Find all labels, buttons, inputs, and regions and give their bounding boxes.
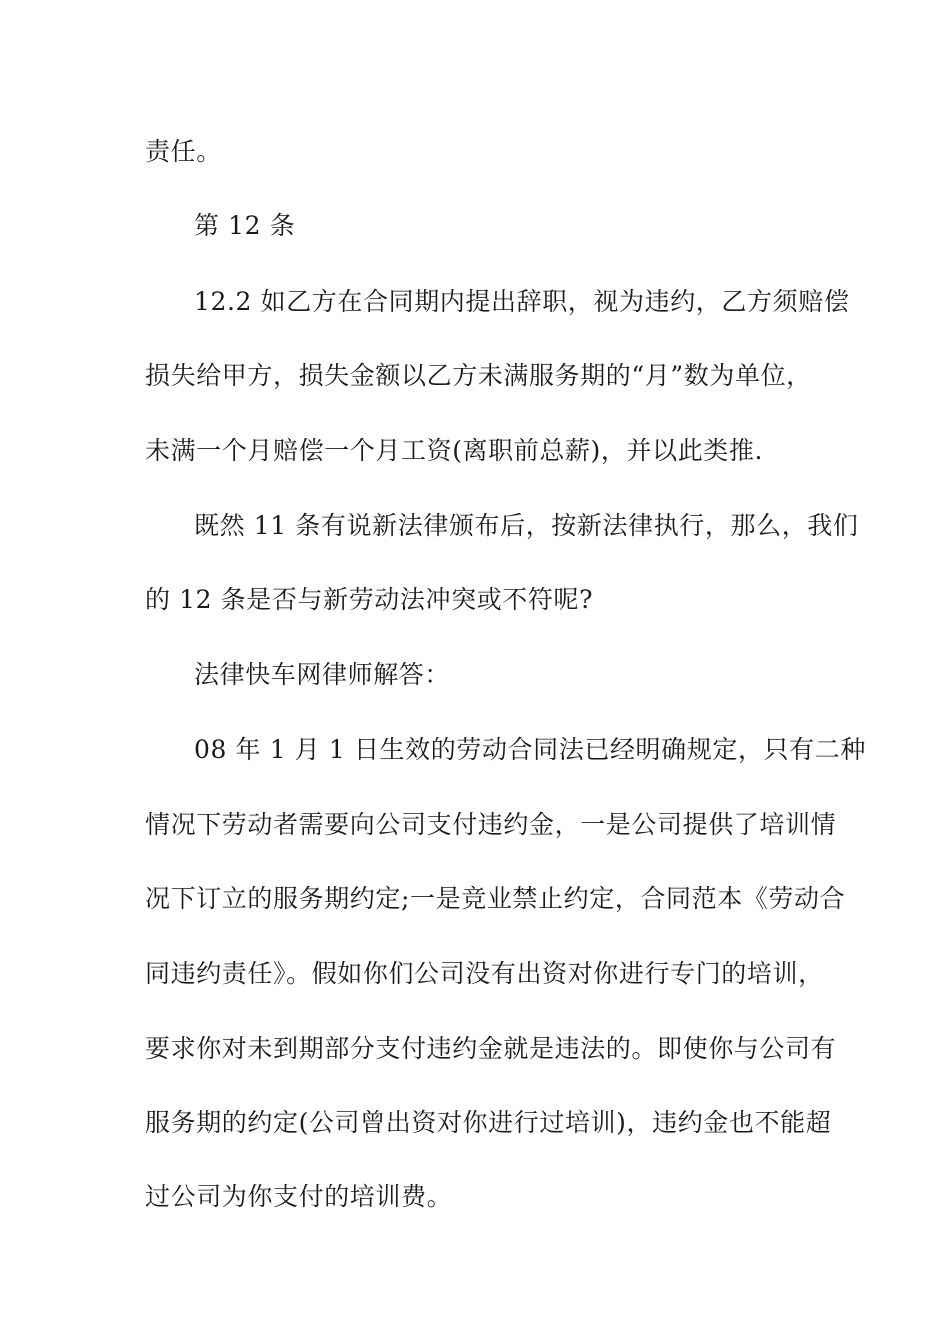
paragraph-line: 服务期的约定(公司曾出资对你进行过培训)，违约金也不能超	[145, 1108, 832, 1137]
paragraph-line: 同违约责任》。假如你们公司没有出资对你进行专门的培训，	[145, 959, 824, 988]
paragraph-line: 既然 11 条有说新法律颁布后，按新法律执行，那么，我们	[194, 511, 859, 540]
paragraph-line: 未满一个月赔偿一个月工资(离职前总薪)，并以此类推.	[145, 436, 764, 465]
text-line-continuation: 责任。	[145, 137, 222, 166]
paragraph-line: 过公司为你支付的培训费。	[145, 1182, 453, 1211]
paragraph-line: 情况下劳动者需要向公司支付违约金，一是公司提供了培训情	[145, 810, 837, 839]
paragraph-line: 要求你对未到期部分支付违约金就是违法的。即使你与公司有	[145, 1034, 837, 1063]
article-heading: 第 12 条	[194, 211, 296, 240]
paragraph-line: 12.2 如乙方在合同期内提出辞职，视为违约，乙方须赔偿	[194, 287, 850, 316]
paragraph-line: 的 12 条是否与新劳动法冲突或不符呢?	[145, 585, 594, 614]
paragraph-line: 损失给甲方，损失金额以乙方未满服务期的“月”数为单位，	[145, 361, 812, 390]
paragraph-line: 08 年 1 月 1 日生效的劳动合同法已经明确规定，只有二种	[194, 735, 866, 764]
answer-heading: 法律快车网律师解答：	[194, 660, 451, 689]
paragraph-line: 况下订立的服务期约定;一是竞业禁止约定，合同范本《劳动合	[145, 884, 846, 913]
